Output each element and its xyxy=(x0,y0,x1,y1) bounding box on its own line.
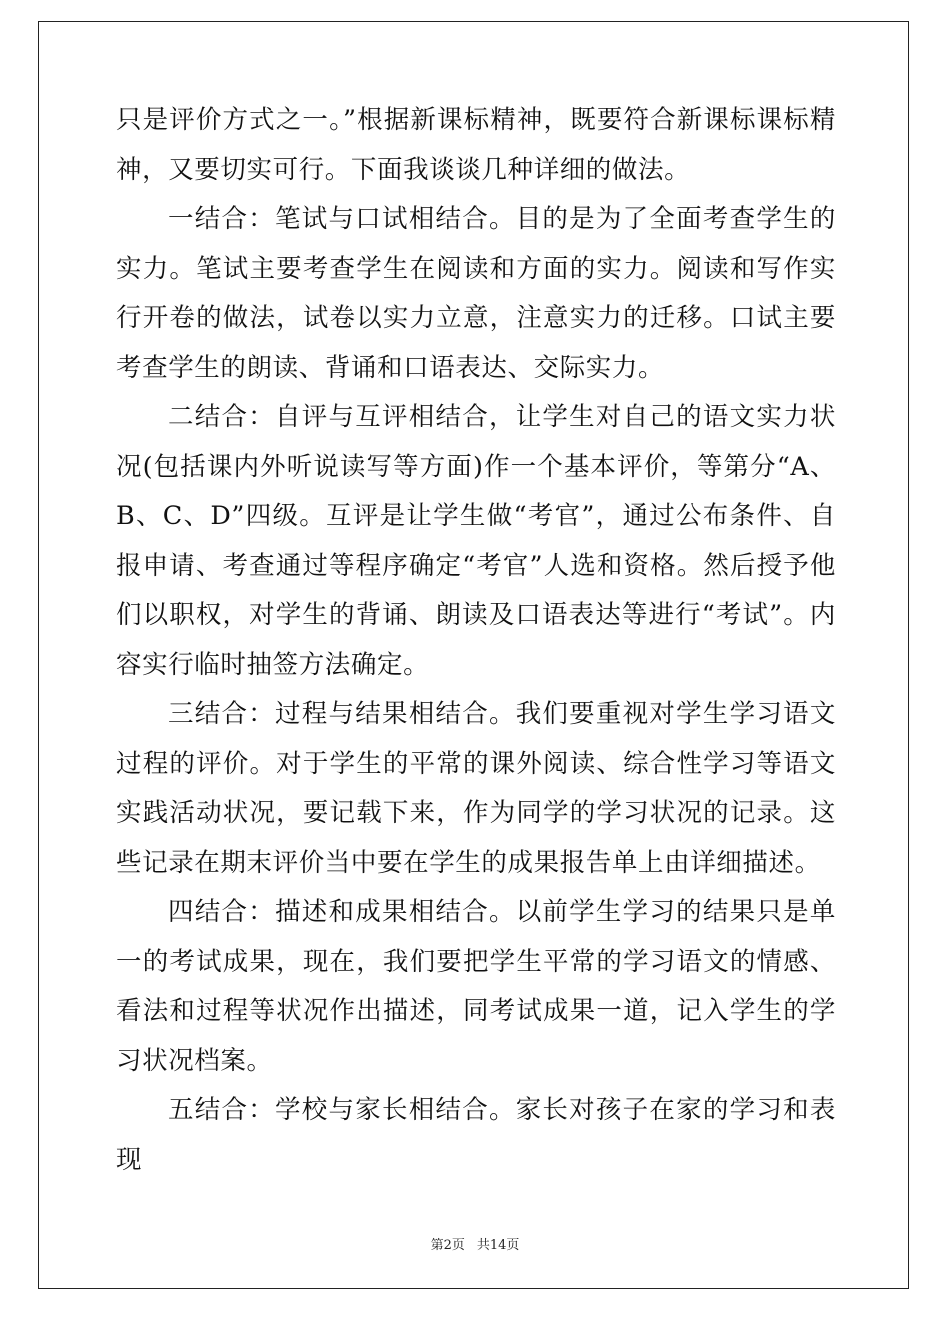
paragraph-4: 三结合：过程与结果相结合。我们要重视对学生学习语文过程的评价。对于学生的平常的课外阅读、综合性学习等语文实践活动状况，要记载下来，作为同学的学习状况的记录。这些记录在期末评价当中要在学生的成果报告单上由详细描述。 xyxy=(116,699,836,878)
document-body xyxy=(116,96,836,1185)
paragraph-6: 五结合：学校与家长相结合。家长对孩子在家的学习和表现 xyxy=(116,1095,836,1175)
paragraph-3: 二结合：自评与互评相结合，让学生对自己的语文实力状况(包括课内外听说读写等方面)作一个基本评价，等第分“A、B、C、D”四级。互评是让学生做“考官”，通过公布条件、自报申请、考查通过等程序确定“考官”人选和资格。然后授予他们以职权，对学生的背诵、朗读及口语表达等进行“考试”。内容实行临时抽签方法确定。 xyxy=(116,402,836,680)
paragraph-2: 一结合：笔试与口试相结合。目的是为了全面考查学生的实力。笔试主要考查学生在阅读和方面的实力。阅读和写作实行开卷的做法，试卷以实力立意，注意实力的迁移。口试主要考查学生的朗读、背诵和口语表达、交际实力。 xyxy=(116,204,836,383)
paragraph-1: 只是评价方式之一。”根据新课标精神，既要符合新课标课标精神，又要切实可行。下面我谈谈几种详细的做法。 xyxy=(116,105,836,185)
page-total: 共14页 xyxy=(476,1238,520,1253)
page-number: 第2页 xyxy=(430,1238,465,1253)
page-footer xyxy=(0,1234,950,1253)
paragraph-5: 四结合：描述和成果相结合。以前学生学习的结果只是单一的考试成果，现在，我们要把学生平常的学习语文的情感、看法和过程等状况作出描述，同考试成果一道，记入学生的学习状况档案。 xyxy=(116,897,836,1076)
